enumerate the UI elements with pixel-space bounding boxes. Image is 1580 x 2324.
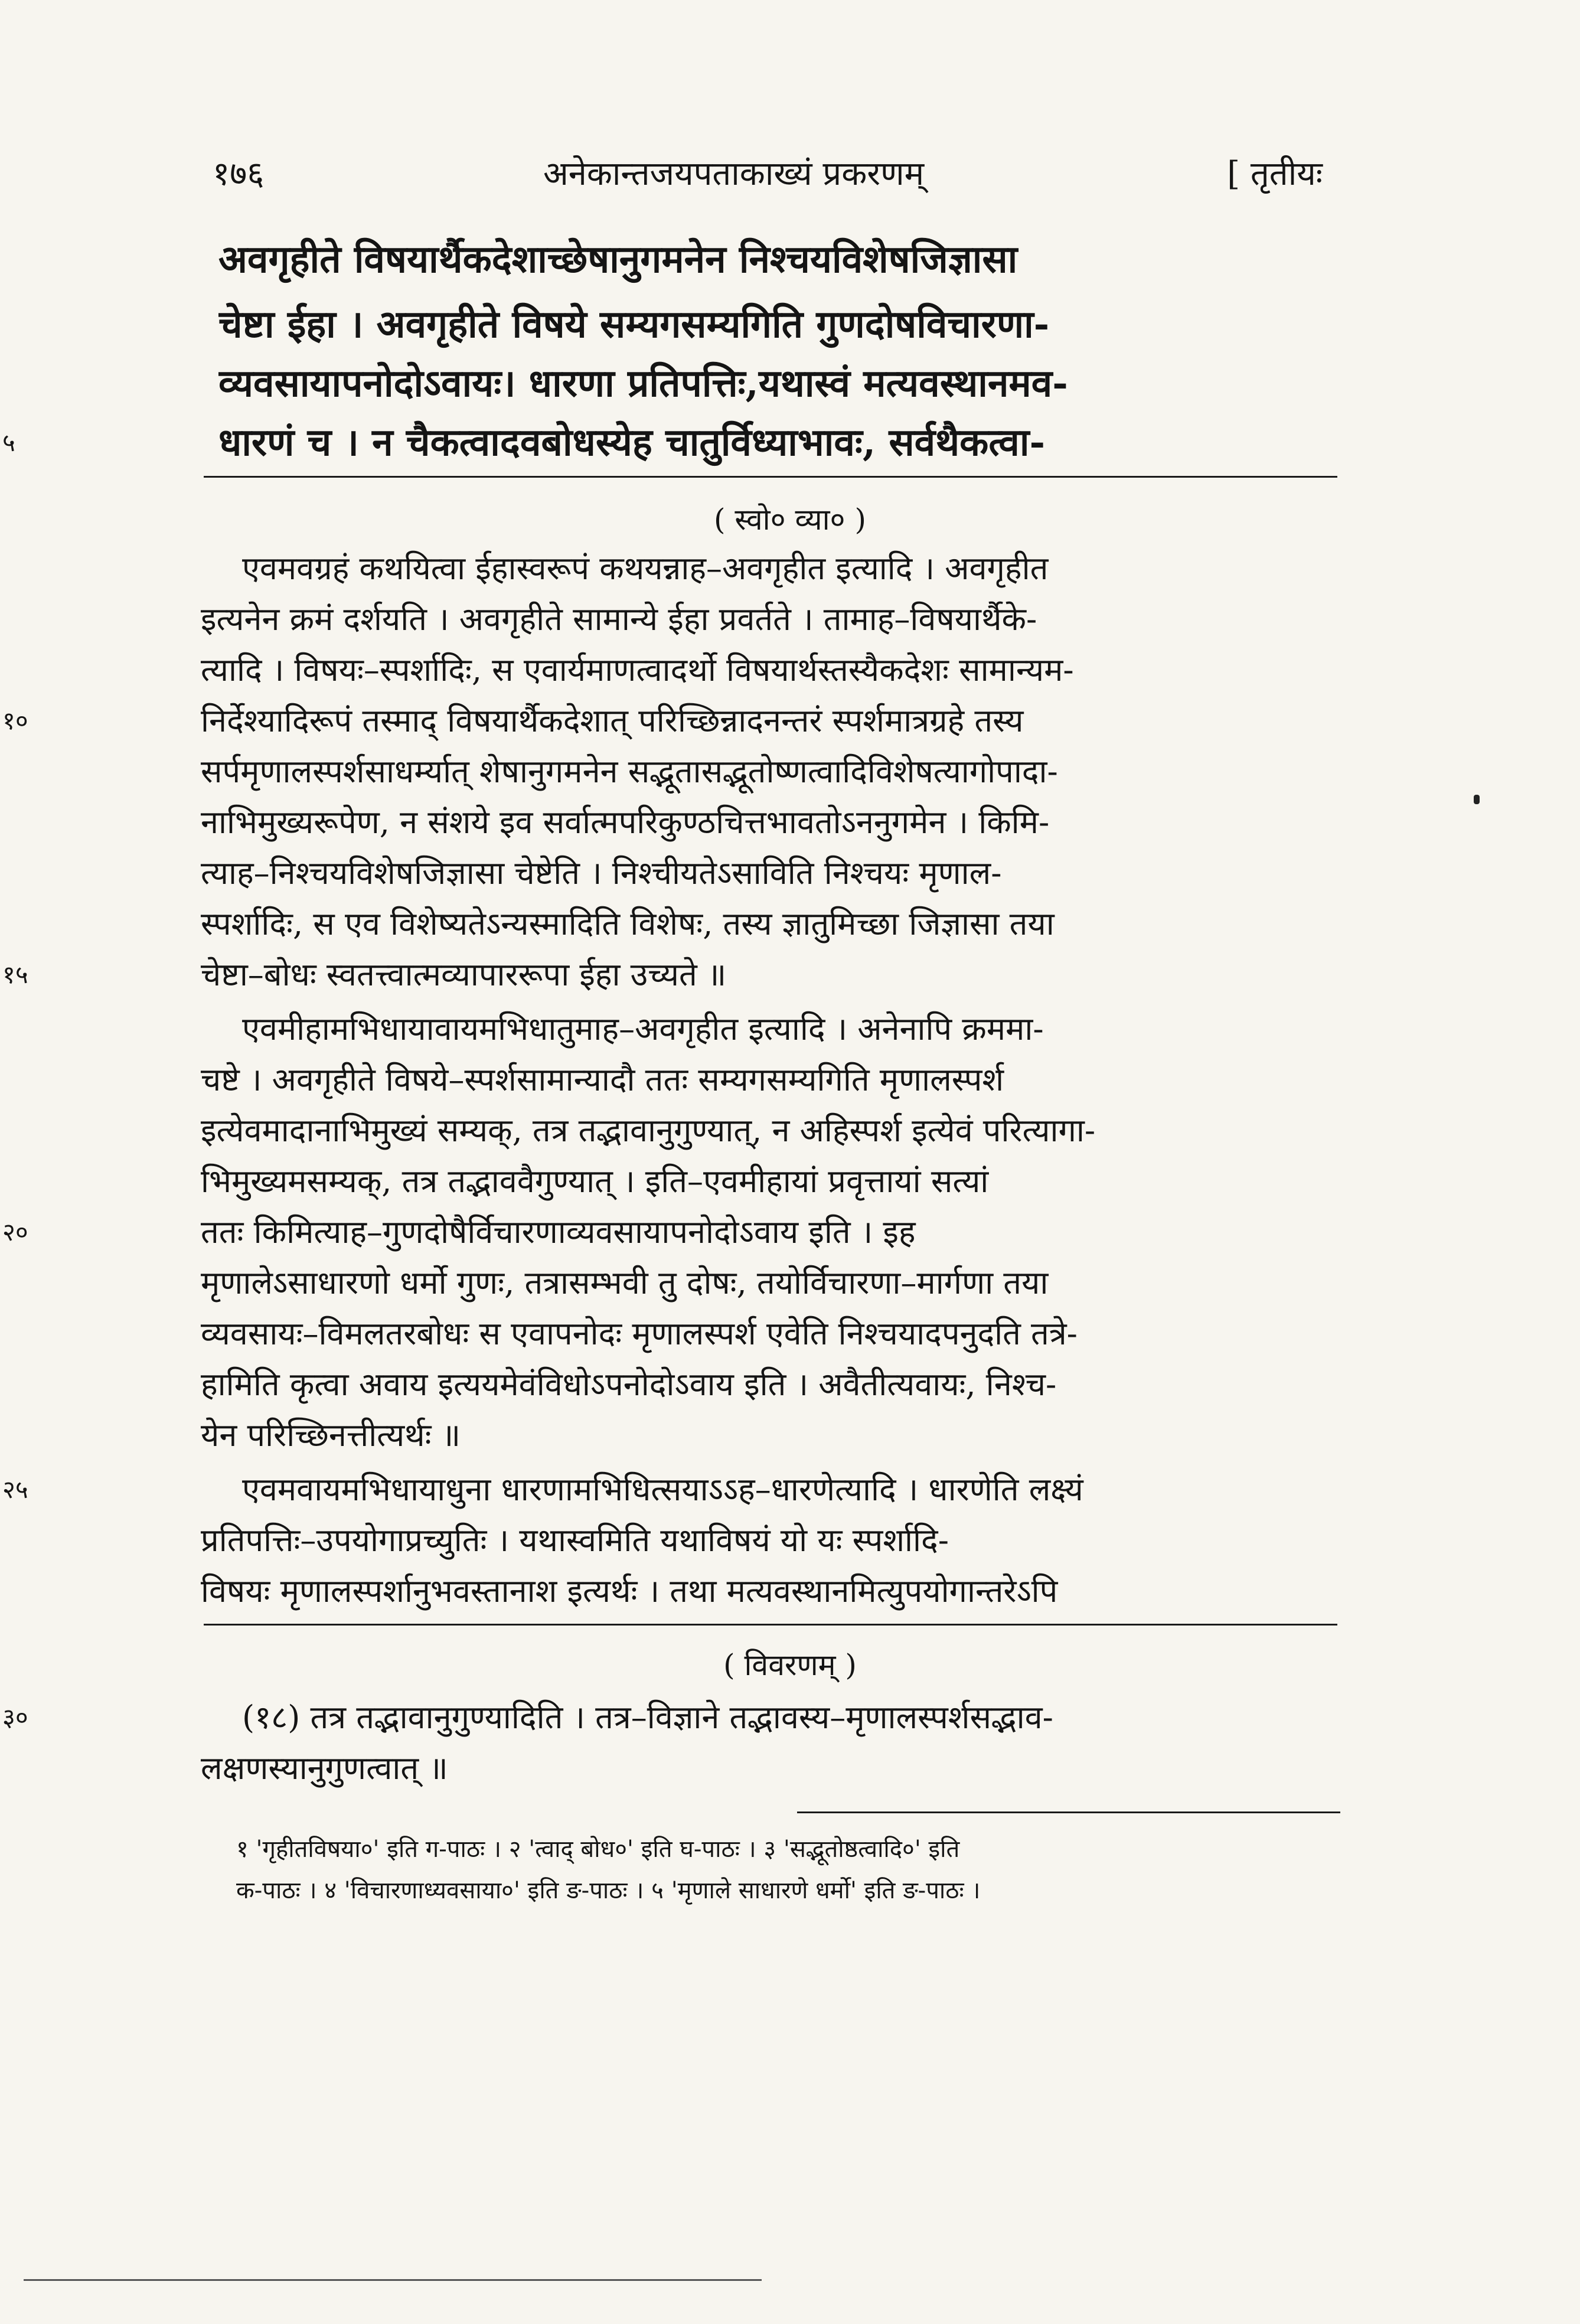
commentary-line [0, 594, 1580, 645]
line-text: चेष्टा–बोधः स्वतत्त्वात्मव्यापाररूपा ईहा उच्यते ॥ [201, 956, 727, 993]
commentary-line [0, 848, 1580, 899]
line-text: येन परिच्छिनत्तीत्यर्थः ॥ [201, 1416, 461, 1454]
commentary-line [0, 543, 1580, 594]
commentary-line [0, 949, 1580, 1000]
bottom-edge-line [24, 2279, 762, 2281]
footnote-divider [797, 1811, 1340, 1813]
line-text: सर्पमृणालस्पर्शसाधर्म्यात् शेषानुगमनेन सद्भूतासद्भूतोष्णत्वादिविशेषत्यागोपादा- [201, 753, 1058, 790]
line-text: लक्षणस्यानुगुणत्वात् ॥ [201, 1749, 448, 1787]
footnote-text: क-पाठः । ४ 'विचारणाध्यवसाया०' इति ङ-पाठः । ५ 'मृणाले साधारणे धर्मो' इति ङ-पाठः । [236, 1877, 981, 1904]
line-text: चेष्टा ईहा । अवगृहीते विषये सम्यगसम्यगिति गुणदोषविचारणा- [218, 302, 1050, 347]
line-number: ५ [2, 428, 15, 457]
line-text: इत्येवमादानाभिमुख्यं सम्यक्, तत्र तद्भावानुगुण्यात्, न अहिस्पर्श इत्येवं परित्यागा- [201, 1112, 1096, 1149]
main-text-line [0, 230, 1580, 289]
page-number: १७६ [213, 155, 265, 193]
line-number: ३० [2, 1703, 28, 1732]
line-text: इत्यनेन क्रमं दर्शयति । अवगृहीते सामान्ये ईहा प्रवर्तते । तामाह–विषयार्थैके- [201, 600, 1037, 638]
section-divider [204, 1624, 1337, 1626]
commentary-line [0, 1004, 1580, 1055]
footnote-line [0, 1872, 1580, 1910]
commentary-line [0, 1258, 1580, 1308]
commentary-line [0, 645, 1580, 696]
line-text: त्यादि । विषयः–स्पर्शादिः, स एवार्यमाणत्वादर्थो विषयार्थस्तस्यैकदेशः सामान्यम- [201, 651, 1074, 688]
line-text: मृणालेऽसाधारणो धर्मो गुणः, तत्रासम्भवी तु दोषः, तयोर्विचारणा–मार्गणा तया [201, 1264, 1049, 1301]
running-header [213, 148, 1323, 201]
commentary-line [0, 797, 1580, 848]
line-text: व्यवसायः–विमलतरबोधः स एवापनोदः मृणालस्पर्श एवेति निश्चयादपनुदति तत्रे- [201, 1315, 1078, 1352]
line-number: २० [2, 1218, 28, 1246]
commentary-line [0, 1055, 1580, 1105]
commentary-line [0, 746, 1580, 797]
line-text: त्याह–निश्चयविशेषजिज्ञासा चेष्टेति । निश्चीयतेऽसाविति निश्चयः मृणाल- [201, 854, 1002, 892]
line-text: अवगृहीते विषयार्थैकदेशाच्छेषानुगमनेन निश्चयविशेषजिज्ञासा [218, 237, 1018, 282]
commentary-line [0, 1207, 1580, 1258]
margin-mark [1474, 795, 1480, 804]
line-text: भिमुख्यमसम्यक्, तत्र तद्भाववैगुण्यात् । इति–एवमीहायां प्रवृत्तायां सत्यां [201, 1163, 989, 1200]
commentary-line [0, 1156, 1580, 1207]
commentary-line [0, 1410, 1580, 1461]
line-text: एवमवायमभिधायाधुना धारणामभिधित्सयाऽऽह–धारणेत्यादि । धारणेति लक्ष्यं [242, 1471, 1083, 1508]
line-text: व्यवसायापनोदोऽवायः। धारणा प्रतिपत्तिः,यथास्वं मत्यवस्थानमव- [218, 361, 1068, 406]
line-number: २५ [2, 1475, 28, 1504]
line-text: निर्देश्यादिरूपं तस्माद् विषयार्थैकदेशात् परिच्छिन्नादनन्तरं स्पर्शमात्रग्रहे तस्य [201, 702, 1024, 739]
vivarana-label: ( विवरणम् ) [723, 1648, 857, 1682]
line-text: धारणं च । न चैकत्वादवबोधस्येह चातुर्विध्याभावः, सर्वथैकत्वा- [218, 420, 1046, 465]
commentary-line [0, 1566, 1580, 1617]
running-title: अनेकान्तजयपताकाख्यं प्रकरणम् [543, 155, 925, 193]
line-text: चष्टे । अवगृहीते विषये–स्पर्शसामान्यादौ ततः सम्यगसम्यगिति मृणालस्पर्श [201, 1061, 1004, 1098]
footnote-text: १ 'गृहीतविषया०' इति ग-पाठः । २ 'त्वाद् बोध०' इति घ-पाठः । ३ 'सद्भूतोष्ठत्वादि०' इति [236, 1836, 960, 1863]
vivarana-line [0, 1692, 1580, 1743]
line-text: एवमीहामभिधायावायमभिधातुमाह–अवगृहीत इत्यादि । अनेनापि क्रममा- [242, 1010, 1044, 1047]
commentary-line [0, 899, 1580, 949]
line-text: एवमवग्रहं कथयित्वा ईहास्वरूपं कथयन्नाह–अवगृहीत इत्यादि । अवगृहीत [242, 550, 1049, 587]
vivarana-line [0, 1743, 1580, 1794]
footnote-line [0, 1830, 1580, 1868]
line-text: स्पर्शादिः, स एव विशेष्यतेऽन्यस्मादिति विशेषः, तस्य ज्ञातुमिच्छा जिज्ञासा तया [201, 905, 1055, 942]
main-text-line [0, 354, 1580, 413]
line-text: विषयः मृणालस्पर्शानुभवस्तानाश इत्यर्थः । तथा मत्यवस्थानमित्युपयोगान्तरेऽपि [201, 1572, 1058, 1610]
commentary-line [0, 1105, 1580, 1156]
line-number: १० [2, 706, 28, 735]
section-divider [204, 476, 1337, 478]
commentary-line [0, 1359, 1580, 1410]
line-text: प्रतिपत्तिः–उपयोगाप्रच्युतिः । यथास्वमिति यथाविषयं यो यः स्पर्शादि- [201, 1522, 949, 1559]
main-text-line [0, 295, 1580, 354]
commentary-line [0, 1464, 1580, 1515]
line-text: नाभिमुख्यरूपेण, न संशये इव सर्वात्मपरिकुण्ठचित्तभावतोऽननुगमेन । किमि- [201, 804, 1050, 841]
commentary-line [0, 1308, 1580, 1359]
section-marker: [ तृतीयः [1227, 155, 1323, 193]
commentary-line [0, 696, 1580, 746]
line-text: (१८) तत्र तद्भावानुगुण्यादिति । तत्र–विज्ञाने तद्भावस्य–मृणालस्पर्शसद्भाव- [242, 1699, 1053, 1736]
line-text: हामिति कृत्वा अवाय इत्ययमेवंविधोऽपनोदोऽवाय इति । अवैतीत्यवायः, निश्च- [201, 1366, 1057, 1403]
commentary-line [0, 1515, 1580, 1566]
main-text-line [0, 413, 1580, 472]
line-number: १५ [2, 960, 28, 989]
line-text: ततः किमित्याह–गुणदोषैर्विचारणाव्यवसायापनोदोऽवाय इति । इह [201, 1213, 916, 1251]
commentary-label: ( स्वो० व्या० ) [714, 502, 866, 537]
